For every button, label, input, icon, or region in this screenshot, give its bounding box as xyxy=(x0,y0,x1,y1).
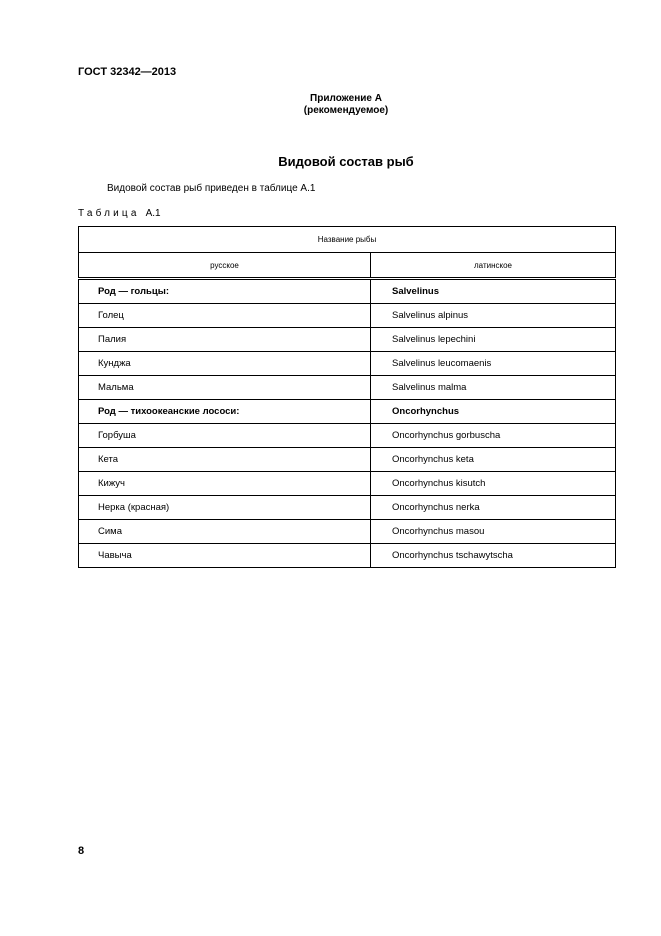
section-title: Видовой состав рыб xyxy=(278,154,414,169)
latin-name-cell: Salvelinus leucomaenis xyxy=(371,352,616,376)
latin-name-cell: Oncorhynchus nerka xyxy=(371,496,616,520)
species-table-body xyxy=(79,279,616,568)
header-fish-name: Название рыбы xyxy=(79,227,616,253)
russian-name-cell: Мальма xyxy=(79,376,371,400)
genus-row xyxy=(79,279,616,304)
russian-name-cell: Кета xyxy=(79,448,371,472)
russian-name-cell: Род — гольцы: xyxy=(79,279,371,304)
table-row xyxy=(79,544,616,568)
appendix-type: (рекомендуемое) xyxy=(303,105,389,116)
latin-name-cell: Oncorhynchus masou xyxy=(371,520,616,544)
latin-name-cell: Salvelinus lepechini xyxy=(371,328,616,352)
latin-name-cell: Oncorhynchus keta xyxy=(371,448,616,472)
latin-name-cell: Salvelinus malma xyxy=(371,376,616,400)
russian-name-cell: Чавыча xyxy=(79,544,371,568)
species-table xyxy=(78,226,616,568)
table-row xyxy=(79,520,616,544)
table-caption xyxy=(78,208,161,219)
table-row xyxy=(79,328,616,352)
table-caption-number: А.1 xyxy=(145,208,161,219)
table-row xyxy=(79,376,616,400)
table-row xyxy=(79,352,616,376)
russian-name-cell: Горбуша xyxy=(79,424,371,448)
appendix-title: Приложение А xyxy=(310,93,382,104)
genus-row xyxy=(79,400,616,424)
standard-code: ГОСТ 32342—2013 xyxy=(78,66,177,78)
intro-text: Видовой состав рыб приведен в таблице А.1 xyxy=(107,183,316,194)
table-row xyxy=(79,496,616,520)
table-row xyxy=(79,472,616,496)
latin-name-cell: Oncorhynchus xyxy=(371,400,616,424)
header-russian: русское xyxy=(79,253,371,279)
russian-name-cell: Голец xyxy=(79,304,371,328)
latin-name-cell: Oncorhynchus kisutch xyxy=(371,472,616,496)
latin-name-cell: Oncorhynchus tschawytscha xyxy=(371,544,616,568)
russian-name-cell: Палия xyxy=(79,328,371,352)
table-row xyxy=(79,448,616,472)
header-latin: латинское xyxy=(371,253,616,279)
russian-name-cell: Кижуч xyxy=(79,472,371,496)
russian-name-cell: Нерка (красная) xyxy=(79,496,371,520)
russian-name-cell: Род — тихоокеанские лососи: xyxy=(79,400,371,424)
appendix-heading xyxy=(0,93,661,117)
table-row xyxy=(79,304,616,328)
table-row xyxy=(79,424,616,448)
table-caption-word: Таблица xyxy=(78,208,140,219)
latin-name-cell: Oncorhynchus gorbuscha xyxy=(371,424,616,448)
latin-name-cell: Salvelinus alpinus xyxy=(371,304,616,328)
latin-name-cell: Salvelinus xyxy=(371,279,616,304)
page-number: 8 xyxy=(78,845,85,857)
russian-name-cell: Сима xyxy=(79,520,371,544)
russian-name-cell: Кунджа xyxy=(79,352,371,376)
